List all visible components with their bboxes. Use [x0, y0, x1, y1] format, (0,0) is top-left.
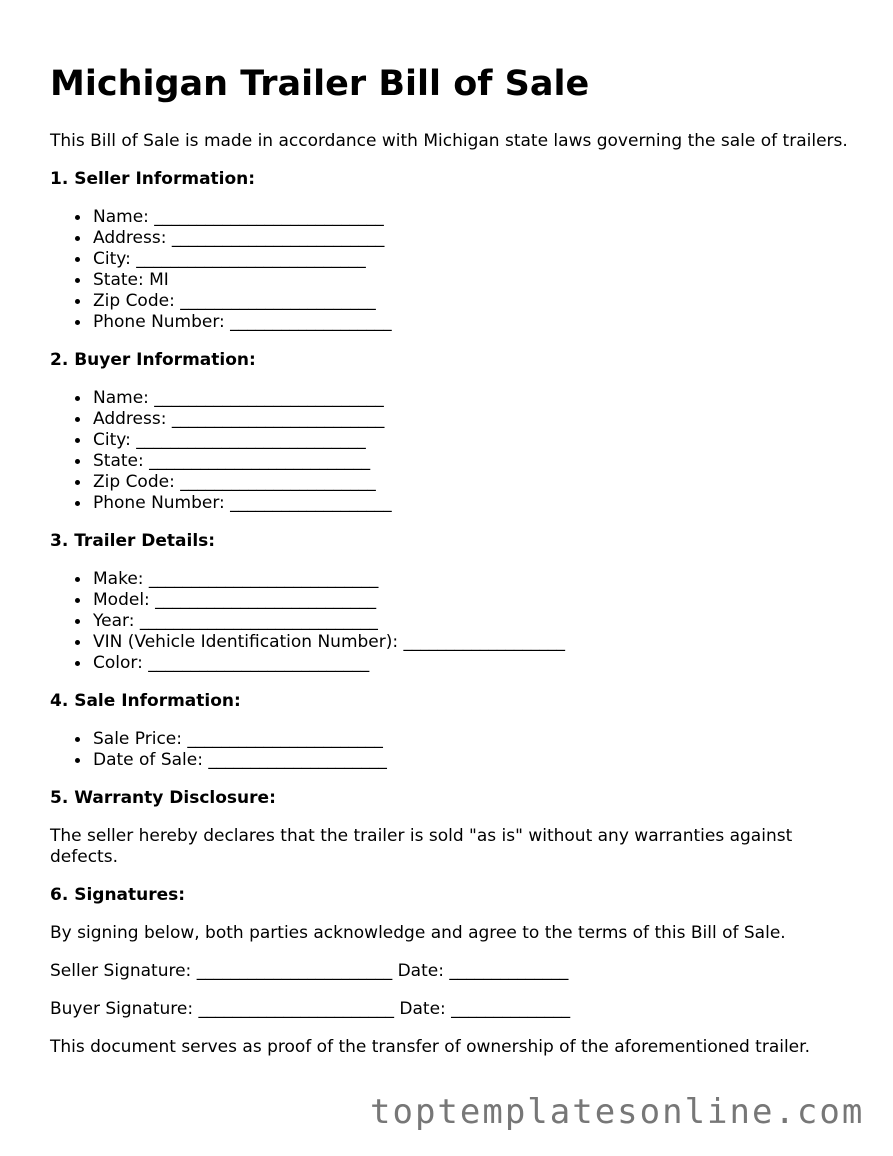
watermark-text: toptemplatesonline.com	[370, 1092, 865, 1132]
trailer-vin-item: VIN (Vehicle Identification Number): ___________________	[93, 632, 850, 653]
seller-heading: 1. Seller Information:	[50, 169, 256, 189]
closing-paragraph: This document serves as proof of the transfer of ownership of the aforementioned trailer.	[50, 1037, 810, 1057]
buyer-list	[50, 388, 850, 514]
page-title: Michigan Trailer Bill of Sale	[50, 64, 590, 104]
buyer-heading: 2. Buyer Information:	[50, 350, 256, 370]
trailer-make-item: Make: ___________________________	[93, 569, 850, 590]
trailer-model-item: Model: __________________________	[93, 590, 850, 611]
seller-state-item: State: MI	[93, 270, 850, 291]
sale-heading: 4. Sale Information:	[50, 691, 241, 711]
signatures-paragraph: By signing below, both parties acknowledge and agree to the terms of this Bill of Sale.	[50, 923, 786, 943]
seller-address-item: Address: _________________________	[93, 228, 850, 249]
sale-date-item: Date of Sale: _____________________	[93, 750, 850, 771]
seller-list	[50, 207, 850, 333]
trailer-heading: 3. Trailer Details:	[50, 531, 216, 551]
sale-list	[50, 729, 850, 771]
buyer-signature-line: Buyer Signature: _______________________ Date: ______________	[50, 999, 571, 1019]
buyer-phone-item: Phone Number: ___________________	[93, 493, 850, 514]
seller-phone-item: Phone Number: ___________________	[93, 312, 850, 333]
signatures-heading: 6. Signatures:	[50, 885, 186, 905]
buyer-city-item: City: ___________________________	[93, 430, 850, 451]
buyer-state-item: State: __________________________	[93, 451, 850, 472]
buyer-zip-item: Zip Code: _______________________	[93, 472, 850, 493]
buyer-name-item: Name: ___________________________	[93, 388, 850, 409]
trailer-color-item: Color: __________________________	[93, 653, 850, 674]
sale-price-item: Sale Price: _______________________	[93, 729, 850, 750]
trailer-year-item: Year: ____________________________	[93, 611, 850, 632]
intro-paragraph: This Bill of Sale is made in accordance with Michigan state laws governing the sale of trailers.	[50, 131, 848, 151]
document-page	[50, 60, 850, 1075]
seller-signature-line: Seller Signature: _______________________ Date: ______________	[50, 961, 569, 981]
warranty-paragraph: The seller hereby declares that the trailer is sold "as is" without any warranties against defects.	[50, 826, 793, 867]
trailer-list	[50, 569, 850, 674]
warranty-heading: 5. Warranty Disclosure:	[50, 788, 276, 808]
seller-city-item: City: ___________________________	[93, 249, 850, 270]
seller-name-item: Name: ___________________________	[93, 207, 850, 228]
seller-zip-item: Zip Code: _______________________	[93, 291, 850, 312]
buyer-address-item: Address: _________________________	[93, 409, 850, 430]
